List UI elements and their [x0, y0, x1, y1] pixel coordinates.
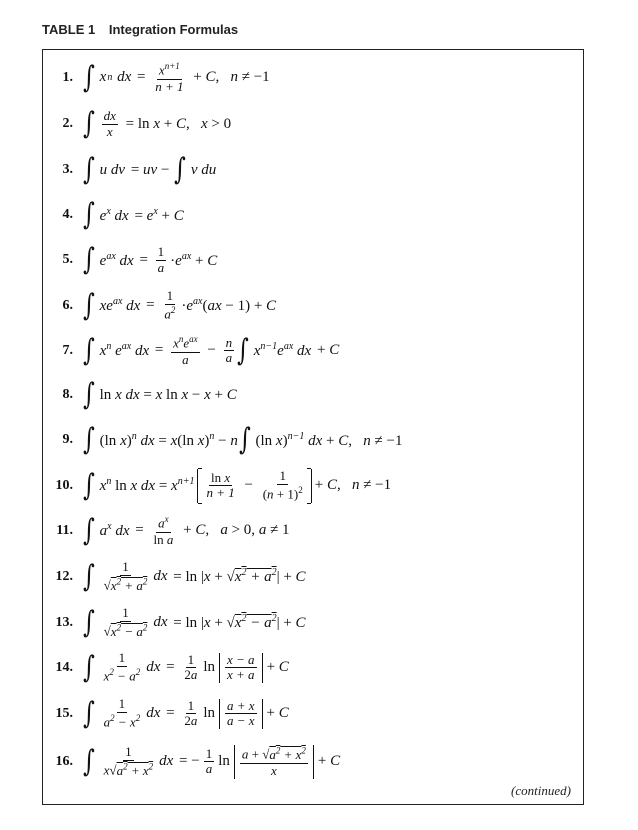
formula-13: ∫ $\frac{1}{√x^2 - a^2}$ dx = $\ln |x + √x^2 - a^2| + C$	[82, 604, 306, 640]
formula-14: ∫ $\frac{1}{x^2 - a^2}$ dx = $\frac{1}{2a}$ ln $\frac{x - a}{x + a}$ + C	[82, 649, 289, 685]
formula-number: 6.	[62, 298, 73, 313]
formula-1: ∫ x n dx = $\frac{x^{n+1}}{n + 1}$ + C, n ≠ −1	[82, 59, 270, 95]
formula-number: 12.	[55, 569, 73, 584]
formula-2: ∫ $\frac{dx}{x}$ = ln x + C, x > 0	[82, 106, 232, 141]
formula-row	[43, 741, 341, 783]
formula-number: 3.	[62, 162, 73, 177]
table-title: Integration Formulas	[108, 22, 239, 37]
formula-number: 13.	[55, 615, 73, 630]
formula-number: 1.	[62, 70, 73, 85]
formula-number: 2.	[62, 116, 73, 131]
formula-number: 8.	[62, 387, 73, 402]
formula-number: 9.	[62, 432, 73, 447]
formula-row	[43, 194, 185, 236]
formula-row	[43, 57, 271, 99]
formula-15: ∫ $\frac{1}{a^2 - x^2}$ dx = $\frac{1}{2a}$ ln $\frac{a + x}{a - x}$ + C	[82, 695, 289, 731]
formula-5: ∫ $e^{ax}$ dx = $\frac{1}{a}$ $\cdot e^{ax} + C$	[82, 242, 218, 277]
table-number: TABLE 1	[42, 22, 96, 37]
formula-row	[43, 693, 290, 735]
formula-row	[43, 239, 218, 281]
formula-12: ∫ $\frac{1}{√x^2 + a^2}$ dx = $\ln |x + √x^2 + a^2| + C$	[82, 558, 306, 594]
formula-11: ∫ $a^x$ dx = $\frac{a^x}{\text{ln a}}$ + C, a > 0, a ≠ 1	[82, 512, 290, 548]
formula-3: ∫ u dv = uv − ∫ v du	[82, 152, 217, 187]
formula-16: ∫ $\frac{1}{x√a^2 + x^2}$ dx = − $\frac{1}{a}$ ln $\frac{a + √a^2 + x^2}{x}$ + C	[82, 743, 341, 779]
formula-row	[43, 647, 290, 689]
formula-9: ∫ (ln x)$^n$ dx = x(ln x)$^n$ − n ∫ (ln x)$^{n-1}$ dx + C, n ≠ −1	[82, 422, 403, 457]
formula-table	[42, 49, 584, 805]
formula-row	[43, 285, 277, 327]
formula-6: ∫ $xe^{ax}$ dx = $\frac{1}{a^2}$ $\cdot e^{ax}(ax - 1) + C$	[82, 287, 277, 323]
formula-number: 14.	[55, 660, 73, 675]
formula-number: 11.	[56, 523, 73, 538]
table-caption	[42, 22, 238, 37]
continued-note: (continued)	[511, 783, 571, 798]
formula-10: ∫ $x^n$ ln x dx = $x^{n+1}$ $\frac{\text{ln x}}{n + 1}$ − $\frac{1}{(n + 1)^2}$ + C, n ≠ −1	[82, 467, 392, 503]
formula-row	[43, 149, 217, 191]
formula-row	[43, 330, 340, 372]
formula-number: 7.	[62, 343, 73, 358]
formula-row	[43, 510, 291, 552]
formula-row	[43, 374, 238, 416]
formula-number: 15.	[55, 706, 73, 721]
formula-number: 16.	[55, 754, 73, 769]
formula-number: 5.	[62, 252, 73, 267]
formula-number: 4.	[62, 207, 73, 222]
formula-row	[43, 602, 307, 644]
formula-row	[43, 419, 403, 461]
formula-number: 10.	[55, 478, 73, 493]
formula-4: ∫ $e^x$ dx = $e^x + C$	[82, 197, 184, 232]
formula-row	[43, 556, 307, 598]
formula-row	[43, 103, 232, 145]
formula-8: ∫ ln x dx = x ln x − x + C	[82, 377, 237, 412]
formula-7: ∫ $x^n$ $e^{ax}$ dx = $\frac{x^ne^{ax}}{a}$ − $\frac{n}{a}$ ∫ $x^{n-1}e^{ax}$ dx + C	[82, 332, 340, 368]
formula-row	[43, 465, 392, 507]
